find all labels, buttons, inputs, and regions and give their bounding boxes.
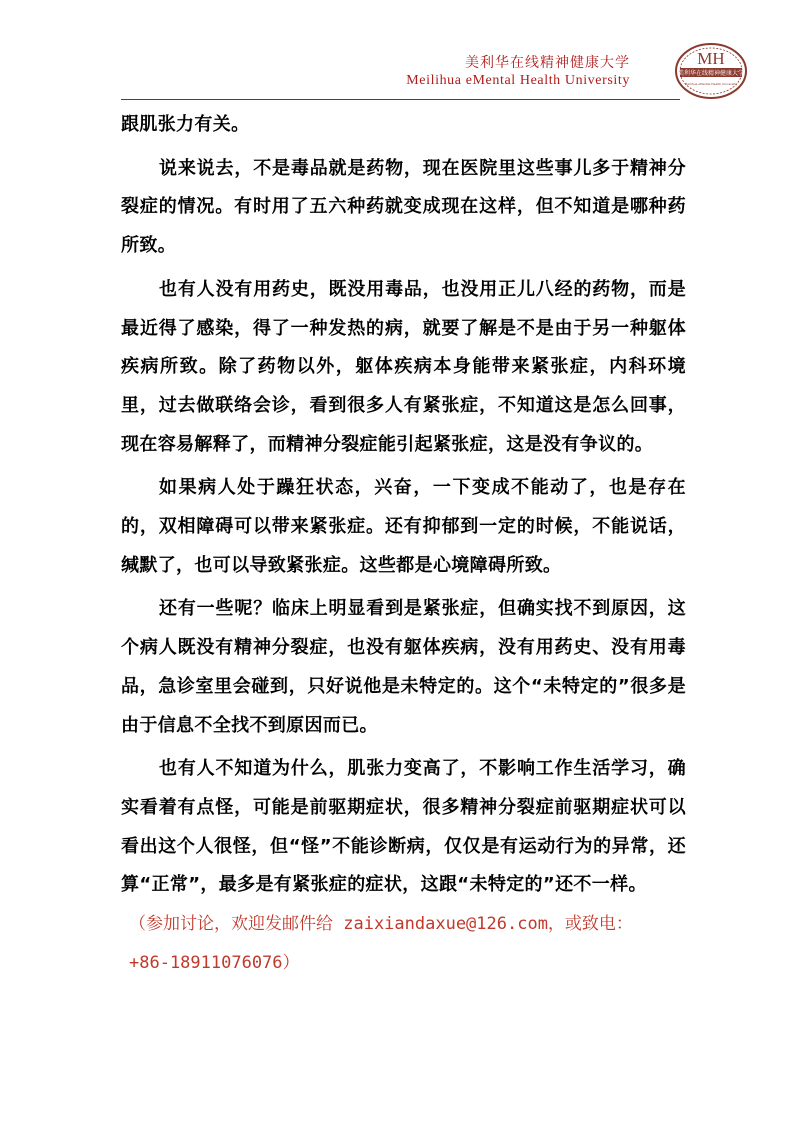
header-title-cn: 美利华在线精神健康大学 xyxy=(465,55,630,71)
university-logo xyxy=(674,42,748,100)
page-header xyxy=(0,0,800,110)
contact-line-2: +86-18911076076） xyxy=(129,952,300,973)
paragraph: 如果病人处于躁狂状态，兴奋，一下变成不能动了，也是存在的，双相障碍可以带来紧张症。还有抑郁到一定的时候，不能说话，缄默了，也可以导致紧张症。这些都是心境障碍所致。 xyxy=(121,477,686,576)
paragraph: 还有一些呢？临床上明显看到是紧张症，但确实找不到原因，这个病人既没有精神分裂症，也没有躯体疾病，没有用药史、没有用毒品，急诊室里会碰到，只好说他是未特定的。这个“未特定的”很多是由于信息不全找不到原因而已。 xyxy=(121,598,686,736)
header-titles xyxy=(406,54,630,90)
body-text xyxy=(121,106,686,982)
paragraph-continuation: 跟肌张力有关。 xyxy=(121,114,250,135)
contact-line-1: （参加讨论，欢迎发邮件给 zaixiandaxue@126.com，或致电： xyxy=(129,914,633,935)
header-divider xyxy=(121,99,680,100)
paragraph: 也有人没有用药史，既没用毒品，也没用正儿八经的药物，而是最近得了感染，得了一种发热的病，就要了解是不是由于另一种躯体疾病所致。除了药物以外，躯体疾病本身能带来紧张症，内科环境里，过去做联络会诊，看到很多人有紧张症，不知道这是怎么回事，现在容易解释了，而精神分裂症能引起紧张症，这是没有争议的。 xyxy=(121,278,686,455)
paragraph: 也有人不知道为什么，肌张力变高了，不影响工作生活学习，确实看着有点怪，可能是前驱期症状，很多精神分裂症前驱期症状可以看出这个人很怪，但“怪”不能诊断病，仅仅是有运动行为的异常，还算“正常”，最多是有紧张症的症状，这跟“未特定的”还不一样。 xyxy=(121,758,686,896)
logo-small-text: Meilihua eMental Health University xyxy=(684,82,738,86)
paragraph: 说来说去，不是毒品就是药物，现在医院里这些事儿多于精神分裂症的情况。有时用了五六种药就变成现在这样，但不知道是哪种药所致。 xyxy=(121,157,686,257)
header-title-en: Meilihua eMental Health University xyxy=(406,73,630,88)
logo-subtitle: 美利华在线精神健康大学 xyxy=(677,70,745,77)
logo-initials: MH xyxy=(697,49,725,68)
